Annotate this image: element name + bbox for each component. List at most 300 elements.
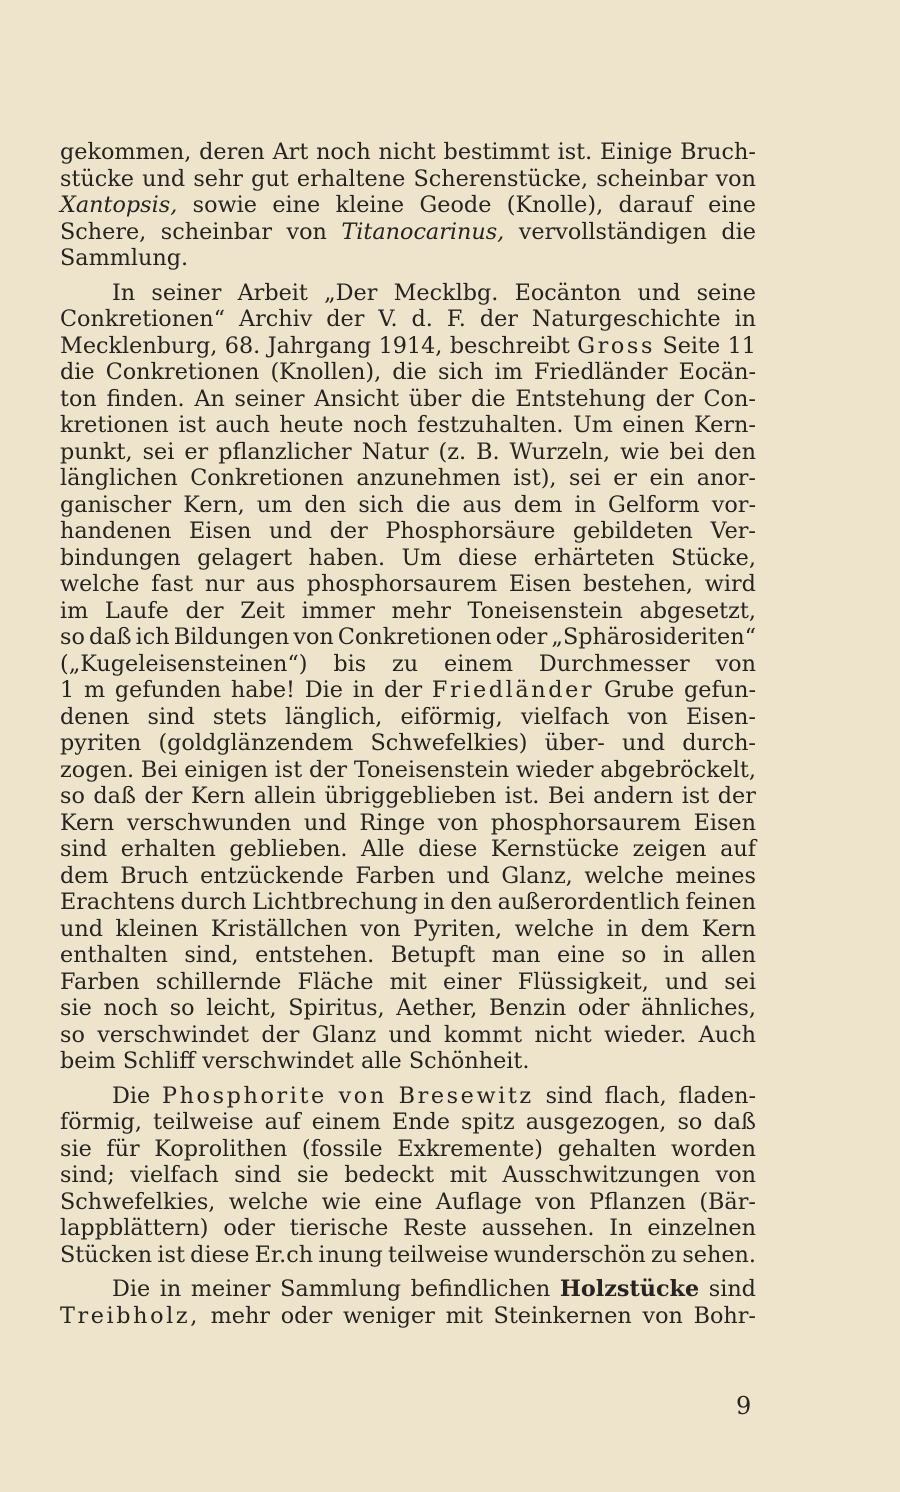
word: sowie bbox=[192, 192, 257, 218]
word: und bbox=[665, 968, 709, 995]
text-line bbox=[60, 192, 756, 219]
text-line bbox=[60, 465, 756, 492]
word: meiner bbox=[190, 1276, 271, 1302]
word: vielfach bbox=[520, 703, 610, 730]
word: andern bbox=[593, 783, 674, 809]
word: Er.ch bbox=[254, 1241, 314, 1268]
word: Eisen bbox=[693, 809, 756, 836]
word: eine bbox=[557, 942, 605, 968]
word: daß bbox=[713, 1109, 756, 1135]
word: („Kugeleisensteinen“) bbox=[60, 650, 308, 677]
word: bis bbox=[333, 650, 367, 677]
word: Benzin bbox=[489, 995, 567, 1021]
word: dem bbox=[60, 862, 109, 889]
word: (goldglänzendem bbox=[158, 730, 354, 756]
word: Die bbox=[112, 1082, 151, 1109]
word: den bbox=[714, 438, 756, 465]
word: einigen bbox=[184, 756, 268, 783]
word: kretionen bbox=[60, 412, 169, 438]
word: Holzstücke bbox=[559, 1276, 700, 1302]
word: welche bbox=[584, 862, 664, 889]
word: Bildungen bbox=[173, 624, 290, 650]
word: 11 bbox=[727, 332, 756, 359]
word: über bbox=[408, 385, 462, 412]
word: abgebröckelt, bbox=[600, 756, 756, 783]
word: teilweise bbox=[388, 1241, 489, 1268]
text-line bbox=[60, 1136, 756, 1163]
word: gelagert bbox=[197, 544, 293, 571]
word: länglichen bbox=[60, 465, 178, 491]
word: Bohr- bbox=[693, 1302, 756, 1329]
word: phosphorsaurem bbox=[306, 571, 498, 597]
word: seine bbox=[696, 279, 756, 306]
word: Stücke, bbox=[671, 544, 756, 571]
text-line bbox=[60, 863, 756, 890]
word: weniger bbox=[342, 1302, 435, 1329]
text-line bbox=[60, 677, 756, 704]
word: Gelform bbox=[608, 491, 700, 518]
word: der bbox=[185, 597, 224, 624]
word: inung bbox=[318, 1241, 383, 1268]
word: auf bbox=[264, 1109, 301, 1135]
word: Um bbox=[572, 412, 613, 438]
text-line bbox=[60, 245, 756, 272]
word: Die bbox=[112, 1276, 151, 1302]
word: der bbox=[308, 756, 348, 783]
word: länglich, bbox=[285, 703, 383, 730]
text-line bbox=[60, 916, 756, 943]
word: abgesetzt, bbox=[639, 597, 756, 624]
text-line bbox=[60, 1276, 756, 1303]
word: diese bbox=[418, 836, 478, 862]
word: und bbox=[637, 279, 681, 306]
text-line bbox=[60, 333, 756, 360]
word: mit bbox=[449, 1162, 487, 1188]
word: flach, bbox=[604, 1082, 667, 1109]
word: Kernstücke bbox=[490, 836, 620, 862]
page-number: 9 bbox=[736, 1392, 752, 1420]
word: von bbox=[627, 703, 668, 730]
text-line bbox=[60, 1215, 756, 1242]
word: in bbox=[159, 1276, 182, 1302]
word: An bbox=[194, 385, 225, 412]
word: der bbox=[717, 783, 756, 809]
word: Phosphorite bbox=[161, 1082, 327, 1109]
word: einer bbox=[443, 968, 502, 995]
word: oder bbox=[495, 624, 548, 650]
word: ein bbox=[649, 465, 685, 491]
word: im bbox=[60, 597, 89, 624]
word: stücke bbox=[60, 165, 134, 192]
word: Entstehung bbox=[515, 385, 646, 412]
word: in bbox=[574, 491, 596, 518]
text-span: Sammlung. bbox=[60, 245, 189, 271]
word: heute bbox=[279, 412, 344, 438]
word: denen bbox=[60, 703, 130, 730]
word: wunderschön bbox=[493, 1241, 646, 1268]
text-line bbox=[60, 412, 756, 439]
word: sie bbox=[60, 1135, 92, 1162]
word: Laufe bbox=[104, 597, 169, 624]
word: anzunehmen bbox=[356, 465, 501, 491]
word: dem bbox=[640, 915, 690, 942]
word: Bresewitz bbox=[398, 1082, 534, 1109]
word: und bbox=[269, 518, 313, 544]
word: (z. bbox=[438, 438, 467, 465]
word: phosphorsaurem bbox=[490, 809, 681, 836]
word: Pflanzen bbox=[589, 1188, 686, 1215]
word: teilweise bbox=[153, 1109, 254, 1135]
word: sind bbox=[708, 1276, 756, 1302]
word: sehr bbox=[193, 165, 243, 192]
word: Conkretionen bbox=[105, 359, 260, 385]
word: und bbox=[388, 1021, 432, 1048]
word: Kern bbox=[190, 783, 246, 809]
word: sind bbox=[60, 836, 108, 862]
text-line bbox=[60, 492, 756, 519]
word: ich bbox=[135, 624, 170, 650]
word: Schwefelkies) bbox=[370, 730, 528, 756]
word: Treibholz, bbox=[60, 1302, 200, 1329]
word: In bbox=[609, 1215, 633, 1241]
word: finden. bbox=[106, 385, 185, 412]
word: ist. bbox=[557, 139, 593, 165]
word: Grube bbox=[603, 677, 675, 703]
word: fast bbox=[151, 571, 194, 597]
word: m bbox=[83, 677, 106, 703]
word: sei bbox=[142, 438, 175, 465]
word: entstehen. bbox=[255, 942, 375, 968]
word: Con- bbox=[703, 385, 756, 412]
word: Reste bbox=[403, 1215, 467, 1241]
word: außerordentlich bbox=[497, 889, 680, 915]
word: Kern bbox=[701, 915, 756, 942]
word: Schwefelkies, bbox=[60, 1188, 216, 1215]
word: dem bbox=[513, 491, 563, 518]
word: 1914, bbox=[378, 332, 443, 359]
word: d. bbox=[411, 306, 433, 332]
word: von bbox=[715, 650, 756, 677]
word: sie bbox=[60, 995, 92, 1021]
word: erhaltene bbox=[296, 165, 406, 192]
word: sei bbox=[568, 465, 601, 491]
word: sind, bbox=[184, 942, 239, 968]
word: bindungen bbox=[60, 544, 181, 571]
word: Exkremente) bbox=[397, 1135, 543, 1162]
word: „Der bbox=[324, 279, 378, 306]
word: Einige bbox=[599, 139, 673, 165]
word: zogen. bbox=[60, 756, 135, 783]
word: vervollständigen bbox=[518, 218, 707, 245]
word: so bbox=[677, 1109, 703, 1135]
word: von bbox=[338, 1082, 387, 1109]
word: Stücken bbox=[60, 1241, 153, 1268]
word: kleinen bbox=[115, 915, 199, 942]
word: aus bbox=[462, 491, 502, 518]
word: der bbox=[329, 518, 368, 544]
word: und bbox=[622, 730, 666, 756]
word: seiner bbox=[234, 385, 305, 412]
word: Farben bbox=[355, 862, 436, 889]
word: noch bbox=[352, 412, 408, 438]
word: nur bbox=[204, 571, 245, 597]
word: welche bbox=[60, 571, 140, 597]
word: Glanz bbox=[311, 1021, 377, 1048]
text-line bbox=[60, 783, 756, 810]
word: Bei bbox=[547, 783, 585, 809]
word: wie bbox=[321, 1188, 362, 1215]
word: so bbox=[169, 995, 195, 1021]
word: man bbox=[491, 942, 541, 968]
word: schillernde bbox=[155, 968, 282, 995]
word: über- bbox=[544, 730, 605, 756]
word: von bbox=[535, 1188, 576, 1215]
body-text bbox=[60, 139, 756, 1329]
word: übriggeblieben bbox=[324, 783, 497, 809]
word: V. bbox=[378, 306, 398, 332]
word: mit bbox=[389, 968, 427, 995]
word: von bbox=[715, 1162, 756, 1188]
word: „Sphärosideriten“ bbox=[551, 624, 756, 650]
word: er bbox=[184, 438, 209, 465]
word: darauf bbox=[618, 192, 693, 218]
word: Koprolithen bbox=[154, 1135, 288, 1162]
word: gefun- bbox=[684, 677, 756, 703]
word: erhalten bbox=[120, 836, 216, 862]
word: Sammlung bbox=[280, 1276, 402, 1302]
text-line bbox=[60, 1303, 756, 1330]
word: von bbox=[360, 915, 401, 942]
word: nicht bbox=[534, 1021, 592, 1048]
word: und bbox=[60, 915, 103, 942]
word: pflanzlicher bbox=[218, 438, 352, 465]
word: festzuhalten. bbox=[417, 412, 564, 438]
word: Die bbox=[304, 677, 343, 703]
word: bedeckt bbox=[344, 1162, 435, 1188]
word: Toneisenstein bbox=[467, 597, 623, 624]
word: auf bbox=[720, 836, 756, 862]
word: noch bbox=[316, 139, 371, 165]
word: allen bbox=[700, 942, 756, 968]
word: in bbox=[352, 677, 375, 703]
word: der bbox=[655, 385, 694, 412]
word: so bbox=[60, 783, 85, 809]
word: bei bbox=[669, 438, 705, 465]
word: Aether, bbox=[396, 995, 478, 1021]
word: gebildeten bbox=[572, 518, 693, 544]
word: der bbox=[144, 783, 183, 809]
word: und bbox=[303, 809, 347, 836]
word: sehen. bbox=[682, 1241, 756, 1268]
word: von bbox=[286, 218, 327, 245]
word: von bbox=[293, 624, 334, 650]
word: Art bbox=[272, 139, 309, 165]
word: einem bbox=[444, 650, 514, 677]
word: wird bbox=[704, 571, 756, 597]
word: von bbox=[715, 165, 756, 192]
text-line bbox=[60, 139, 756, 166]
word: Um bbox=[401, 544, 442, 571]
word: Friedländer bbox=[533, 359, 668, 385]
text-line bbox=[60, 386, 756, 413]
word: so bbox=[60, 624, 85, 650]
word: der bbox=[261, 1021, 300, 1048]
word: in bbox=[662, 942, 685, 968]
word: ist bbox=[157, 1241, 185, 1268]
word: ist), bbox=[513, 465, 557, 491]
text-line bbox=[60, 1162, 756, 1189]
word: in bbox=[423, 889, 445, 915]
word: Fläche bbox=[297, 968, 374, 995]
word: (Knollen), bbox=[270, 359, 382, 385]
text-line bbox=[60, 995, 756, 1022]
word: eine bbox=[374, 1188, 423, 1215]
word: spitz bbox=[461, 1109, 515, 1135]
word: sich bbox=[437, 359, 484, 385]
word: Kern- bbox=[694, 412, 756, 438]
word: scheinbar bbox=[596, 165, 708, 192]
word: lappblättern) bbox=[60, 1215, 209, 1241]
word: Conkretionen bbox=[337, 624, 492, 650]
word: entzückende bbox=[200, 862, 344, 889]
text-line bbox=[60, 359, 756, 386]
text-line bbox=[60, 1109, 756, 1136]
word: mehr bbox=[391, 597, 451, 624]
word: bestehen, bbox=[582, 571, 694, 597]
word: (Bär- bbox=[699, 1188, 756, 1215]
word: sind bbox=[147, 703, 195, 730]
word: Archiv bbox=[238, 306, 313, 332]
word: meines bbox=[675, 862, 756, 889]
word: von bbox=[437, 809, 479, 836]
word: Arbeit bbox=[237, 279, 308, 306]
word: Erachtens bbox=[60, 889, 176, 915]
word: Ende bbox=[391, 1109, 450, 1135]
word: In bbox=[112, 279, 136, 306]
word: Natur bbox=[361, 438, 429, 465]
word: Titanocarinus, bbox=[341, 218, 505, 245]
word: wieder. bbox=[604, 1021, 687, 1048]
word: in bbox=[734, 306, 756, 332]
text-line bbox=[60, 624, 756, 651]
word: (fossile bbox=[301, 1135, 383, 1162]
word: der bbox=[479, 306, 518, 332]
word: ist. bbox=[504, 783, 540, 809]
word: stets bbox=[212, 703, 267, 730]
word: kommt bbox=[443, 1021, 523, 1048]
word: aussehen. bbox=[481, 1215, 595, 1241]
word: der bbox=[326, 306, 365, 332]
word: sie bbox=[296, 1162, 329, 1188]
word: punkt, bbox=[60, 438, 133, 465]
word: allein bbox=[253, 783, 317, 809]
word: enthalten bbox=[60, 942, 168, 968]
word: Naturgeschichte bbox=[531, 306, 721, 332]
word: Eisen bbox=[508, 571, 572, 597]
word: Conkretionen bbox=[190, 465, 344, 491]
word: Ver- bbox=[710, 518, 756, 544]
word: zu bbox=[651, 1241, 678, 1268]
word: 1 bbox=[60, 677, 75, 703]
word: er bbox=[613, 465, 638, 491]
text-line bbox=[60, 571, 756, 598]
word: fladen- bbox=[678, 1082, 756, 1109]
word: Lichtbrechung bbox=[252, 889, 418, 915]
word: beschreibt bbox=[449, 332, 570, 359]
word: tierische bbox=[289, 1215, 389, 1241]
text-line bbox=[60, 1242, 756, 1269]
word: kleine bbox=[335, 192, 405, 218]
word: die bbox=[415, 491, 451, 518]
word: Phosphorsäure bbox=[385, 518, 556, 544]
word: Auflage bbox=[435, 1188, 522, 1215]
word: ist bbox=[274, 756, 303, 783]
word: ganischer bbox=[60, 491, 172, 518]
word: Bruch- bbox=[680, 139, 756, 165]
text-line bbox=[60, 545, 756, 572]
word: oder bbox=[223, 1215, 275, 1241]
word: 68. bbox=[224, 332, 261, 359]
text-line bbox=[60, 306, 756, 333]
word: nicht bbox=[378, 139, 436, 165]
word: einzelnen bbox=[647, 1215, 756, 1241]
word: Ringe bbox=[359, 809, 426, 836]
text-line bbox=[60, 942, 756, 969]
word: die bbox=[392, 359, 427, 385]
text-line bbox=[60, 889, 756, 916]
word: Eocän- bbox=[678, 359, 756, 385]
word: der bbox=[384, 677, 423, 703]
word: sich bbox=[358, 491, 404, 518]
word: Betupft bbox=[390, 942, 476, 968]
word: Spiritus, bbox=[288, 995, 385, 1021]
word: daß bbox=[93, 783, 136, 809]
word: daß bbox=[89, 624, 132, 650]
word: Jahrgang bbox=[267, 332, 372, 359]
word: von bbox=[642, 1302, 683, 1329]
word: förmig, bbox=[60, 1109, 142, 1135]
word: den bbox=[450, 889, 493, 915]
word: aus bbox=[255, 571, 296, 597]
text-line bbox=[60, 651, 756, 678]
text-line bbox=[60, 1189, 756, 1216]
word: Bruch bbox=[120, 862, 189, 889]
word: Scherenstücke, bbox=[413, 165, 589, 192]
word: Steinkernen bbox=[493, 1302, 632, 1329]
word: die bbox=[60, 359, 95, 385]
word: vor- bbox=[711, 491, 756, 518]
word: seiner bbox=[151, 279, 222, 306]
word: deren bbox=[199, 139, 265, 165]
word: mehr bbox=[210, 1302, 270, 1329]
word: Wurzeln, bbox=[509, 438, 611, 465]
word: gekommen, bbox=[60, 139, 192, 165]
word: befindlichen bbox=[410, 1276, 551, 1302]
text-line bbox=[60, 1048, 756, 1075]
word: habe! bbox=[230, 677, 296, 703]
word: ton bbox=[60, 385, 97, 412]
word: vielfach bbox=[130, 1162, 219, 1188]
word: leicht, bbox=[206, 995, 277, 1021]
text-line bbox=[60, 704, 756, 731]
word: haben. bbox=[308, 544, 386, 571]
word: oder bbox=[280, 1302, 333, 1329]
word: ausgezogen, bbox=[525, 1109, 667, 1135]
word: geblieben. bbox=[229, 836, 348, 862]
word: Gross bbox=[577, 332, 656, 359]
word: so bbox=[621, 942, 647, 968]
word: sind bbox=[234, 1162, 282, 1188]
